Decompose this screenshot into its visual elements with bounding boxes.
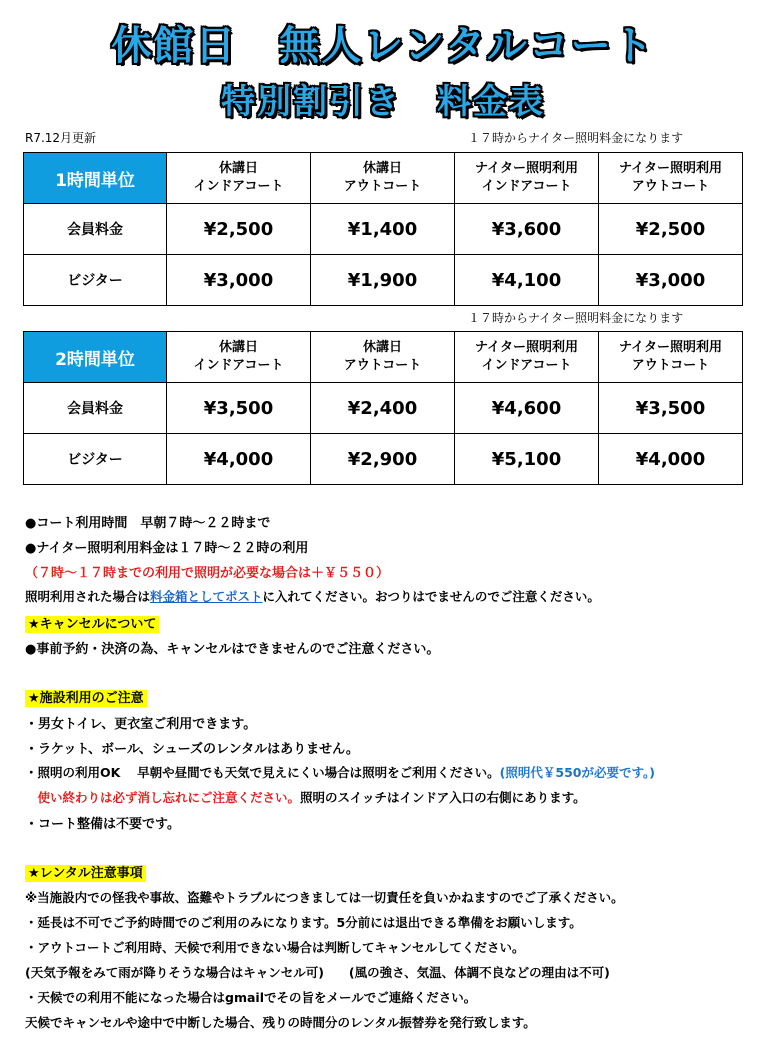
unit-label: 2時間単位 <box>24 332 167 383</box>
price-cell: ¥3,600 <box>455 204 599 255</box>
price-cell: ¥4,000 <box>167 434 311 485</box>
price-cell: ¥3,000 <box>167 255 311 306</box>
rental-heading-label: ★レンタル注意事項 <box>25 865 146 882</box>
row-label-member: 会員料金 <box>24 204 167 255</box>
col-header-line: 休講日 <box>218 340 258 355</box>
col-header-line: アウトコート <box>343 358 422 373</box>
cancel-heading <box>25 613 159 632</box>
facility-item: ・コート整備は不要です。 <box>25 817 180 832</box>
rental-item: ※当施設内での怪我や事故、盗難やトラブルにつきましては一切責任を負いかねますのでご了承ください。 <box>25 890 624 905</box>
col-header-indoor-night <box>455 332 599 383</box>
col-header-line: 休講日 <box>362 161 402 176</box>
row-label-visitor: ビジター <box>24 434 167 485</box>
facility-item: ・男女トイレ、更衣室ご利用できます。 <box>25 717 257 732</box>
table-row <box>24 434 743 485</box>
col-header-line: アウトコート <box>343 179 422 194</box>
rental-item: ・延長は不可でご予約時間でのご利用のみになります。5分前には退出できる準備をお願いします。 <box>25 915 582 930</box>
payment-note <box>25 587 600 605</box>
rental-heading <box>25 862 146 881</box>
payment-text-post: に入れてください。おつりはでませんのでご注意ください。 <box>262 589 600 604</box>
night-fee-hours: ●ナイター照明利用料金は１７時～２２時の利用 <box>25 541 309 556</box>
price-cell: ¥5,100 <box>455 434 599 485</box>
switch-location: 照明のスイッチはインドア入口の右側にあります。 <box>300 790 586 805</box>
col-header-line: ナイター照明利用 <box>474 340 579 355</box>
rental-item: ・天候での利用不能になった場合はgmailでその旨をメールでご連絡ください。 <box>25 990 477 1005</box>
payment-box-link[interactable]: 料金箱としてポスト <box>150 589 263 604</box>
col-header-line: インドアコート <box>193 179 284 194</box>
col-header-line: ナイター照明利用 <box>618 161 723 176</box>
lighting-fee: (照明代￥550が必要です。) <box>499 765 655 780</box>
col-header-indoor-closed <box>167 332 311 383</box>
price-cell: ¥1,900 <box>311 255 455 306</box>
updated-date: R7.12月更新 <box>25 131 97 145</box>
col-header-indoor-night <box>455 153 599 204</box>
col-header-line: アウトコート <box>631 358 710 373</box>
unit-label: 1時間単位 <box>24 153 167 204</box>
price-cell: ¥3,500 <box>599 383 743 434</box>
table-row <box>24 204 743 255</box>
night-note-1: １７時からナイター照明料金になります <box>468 131 684 145</box>
col-header-line: インドアコート <box>193 358 284 373</box>
night-note-2: １７時からナイター照明料金になります <box>468 311 684 325</box>
price-cell: ¥4,100 <box>455 255 599 306</box>
facility-heading-label: ★施設利用のご注意 <box>25 690 147 707</box>
cancel-text: ●事前予約・決済の為、キャンセルはできませんのでご注意ください。 <box>25 642 440 657</box>
table-header-row <box>24 332 743 383</box>
price-cell: ¥4,000 <box>599 434 743 485</box>
price-table-2hour <box>23 331 743 485</box>
price-cell: ¥3,000 <box>599 255 743 306</box>
col-header-outdoor-night <box>599 332 743 383</box>
rental-item: ・アウトコートご利用時、天候で利用できない場合は判断してキャンセルしてください。 <box>25 940 525 955</box>
price-cell: ¥2,500 <box>599 204 743 255</box>
price-cell: ¥2,500 <box>167 204 311 255</box>
light-fee-note: （７時～１７時までの利用で照明が必要な場合は＋￥５５０） <box>25 566 390 581</box>
price-cell: ¥3,500 <box>167 383 311 434</box>
col-header-outdoor-closed <box>311 153 455 204</box>
col-header-line: インドアコート <box>481 358 572 373</box>
col-header-line: 休講日 <box>362 340 402 355</box>
col-header-indoor-closed <box>167 153 311 204</box>
rental-item: 天候でキャンセルや途中で中断した場合、残りの時間分のレンタル振替券を発行致します。 <box>25 1015 536 1030</box>
price-cell: ¥1,400 <box>311 204 455 255</box>
page-subtitle: 特別割引き 料金表 <box>221 82 545 122</box>
facility-item-switch <box>25 788 586 806</box>
row-label-member: 会員料金 <box>24 383 167 434</box>
row-label-visitor: ビジター <box>24 255 167 306</box>
price-cell: ¥4,600 <box>455 383 599 434</box>
table-row <box>24 255 743 306</box>
col-header-outdoor-closed <box>311 332 455 383</box>
col-header-line: 休講日 <box>218 161 258 176</box>
table-header-row <box>24 153 743 204</box>
table-row <box>24 383 743 434</box>
page-title: 休館日 無人レンタルコート <box>111 23 655 69</box>
facility-item: ・ラケット、ボール、シューズのレンタルはありません。 <box>25 742 359 757</box>
facility-item-lighting <box>25 763 655 781</box>
col-header-line: インドアコート <box>481 179 572 194</box>
price-cell: ¥2,400 <box>311 383 455 434</box>
rental-item: (天気予報をみて雨が降りそうな場合はキャンセル可) (風の強さ、気温、体調不良などの理由は不可) <box>25 965 610 980</box>
payment-text-pre: 照明利用された場合は <box>25 589 151 604</box>
facility-heading <box>25 687 147 706</box>
col-header-line: アウトコート <box>631 179 710 194</box>
col-header-line: ナイター照明利用 <box>618 340 723 355</box>
price-cell: ¥2,900 <box>311 434 455 485</box>
lights-off-warning: 使い終わりは必ず消し忘れにご注意ください。 <box>25 790 301 805</box>
col-header-outdoor-night <box>599 153 743 204</box>
lighting-text: ・照明の利用OK 早朝や昼間でも天気で見えにくい場合は照明をご利用ください。 <box>25 765 500 780</box>
court-hours: ●コート利用時間 早朝７時～２２時まで <box>25 516 271 531</box>
price-table-1hour <box>23 152 743 306</box>
col-header-line: ナイター照明利用 <box>474 161 579 176</box>
cancel-heading-label: ★キャンセルについて <box>25 616 159 633</box>
